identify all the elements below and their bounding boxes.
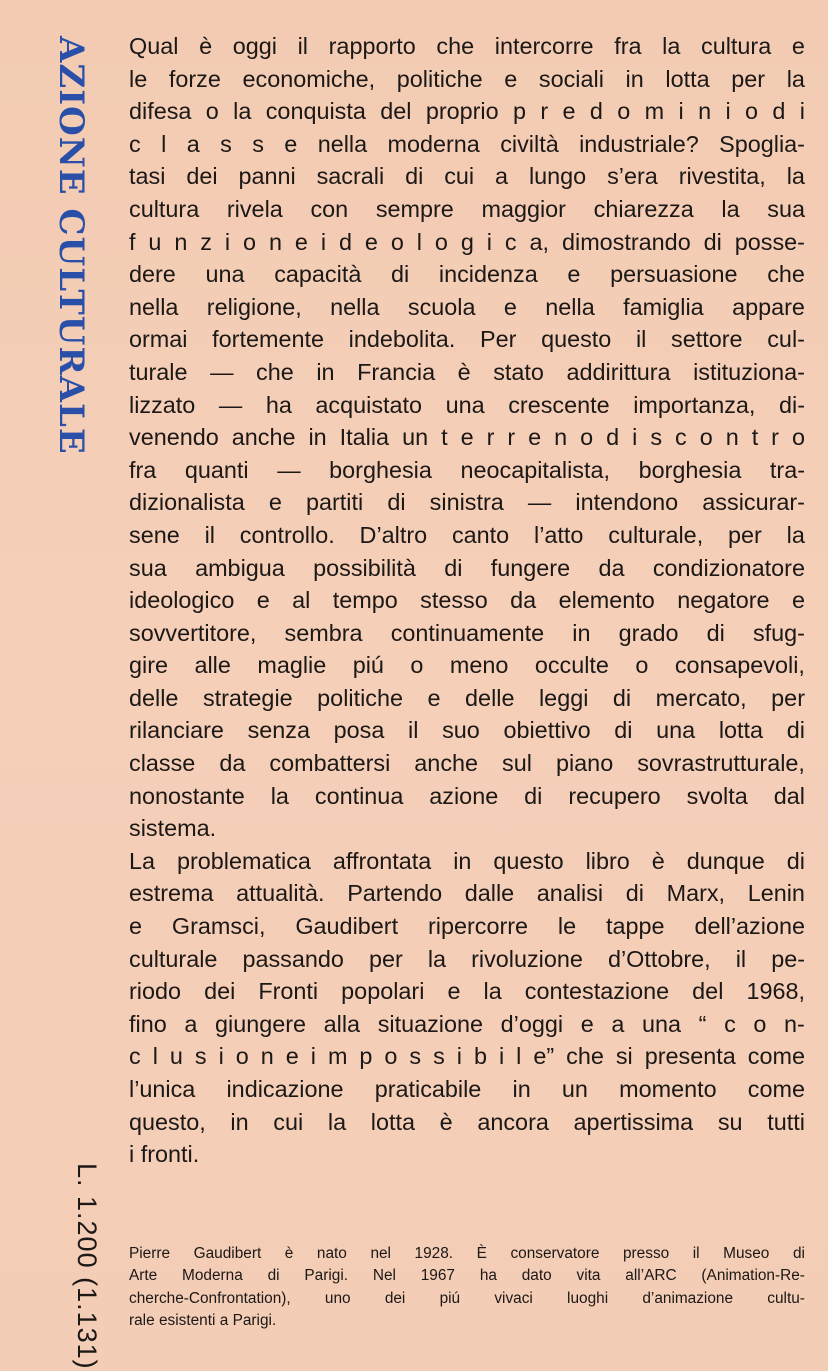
- text-line: ideologico e al tempo stesso da elemento negatore e: [129, 587, 805, 614]
- text-line: venendo anche in Italia un t e r r e n o d i s c o n t r o: [129, 424, 805, 451]
- blurb-text: [129, 30, 805, 1171]
- text-line: sistema.: [129, 815, 217, 842]
- text-line: ormai fortemente indebolita. Per questo il settore cul-: [129, 326, 805, 353]
- text-line: La problematica affrontata in questo libro è dunque di: [129, 847, 805, 874]
- price-label: L. 1.200 (1.131): [72, 1163, 102, 1370]
- text-line: Qual è oggi il rapporto che intercorre fra la cultura e: [129, 33, 805, 59]
- text-line: gire alle maglie piú o meno occulte o consapevoli,: [129, 652, 805, 679]
- text-line: rale esistenti a Parigi.: [129, 1311, 277, 1329]
- author-bio: [129, 1243, 805, 1332]
- text-line: estrema attualità. Partendo dalle analisi di Marx, Lenin: [129, 880, 805, 907]
- text-line: cultura rivela con sempre maggior chiarezza la sua: [129, 195, 805, 222]
- text-line: i fronti.: [129, 1141, 200, 1168]
- text-line: fra quanti — borghesia neocapitalista, borghesia tra-: [129, 456, 805, 483]
- text-line: turale — che in Francia è stato addirittura istituziona-: [129, 358, 805, 385]
- text-line: lizzato — ha acquistato una crescente importanza, di-: [129, 391, 805, 418]
- text-line: tasi dei panni sacrali di cui a lungo s’era rivestita, la: [129, 163, 805, 190]
- series-title: AZIONE CULTURALE: [51, 36, 91, 455]
- text-line: sovvertitore, sembra continuamente in grado di sfug-: [129, 619, 805, 646]
- text-line: nonostante la continua azione di recupero svolta dal: [129, 782, 805, 809]
- text-line: dizionalista e partiti di sinistra — intendono assicurar-: [129, 489, 805, 516]
- text-line: e Gramsci, Gaudibert ripercorre le tappe dell’azione: [129, 913, 805, 940]
- text-line: sua ambigua possibilità di fungere da condizionatore: [129, 554, 805, 581]
- text-line: f u n z i o n e i d e o l o g i c a, dimostrando di posse-: [129, 228, 805, 255]
- text-line: difesa o la conquista del proprio p r e d o m i n i o d i: [129, 98, 805, 125]
- text-line: dere una capacità di incidenza e persuasione che: [129, 261, 805, 288]
- text-line: cherche-Confrontation), uno dei piú vivaci luoghi d’animazione cultu-: [129, 1289, 805, 1307]
- text-line: culturale passando per la rivoluzione d’Ottobre, il pe-: [129, 945, 805, 972]
- text-line: questo, in cui la lotta è ancora apertissima su tutti: [129, 1108, 805, 1135]
- text-line: riodo dei Fronti popolari e la contestazione del 1968,: [129, 978, 805, 1005]
- text-line: sene il controllo. D’altro canto l’atto culturale, per la: [129, 521, 805, 548]
- text-line: fino a giungere alla situazione d’oggi e a una “ c o n-: [129, 1010, 805, 1037]
- text-line: le forze economiche, politiche e sociali in lotta per la: [129, 65, 805, 92]
- text-line: rilanciare senza posa il suo obiettivo di una lotta di: [129, 717, 805, 744]
- text-line: c l a s s e nella moderna civiltà industriale? Spoglia-: [129, 130, 805, 157]
- text-line: l’unica indicazione praticabile in un momento come: [129, 1076, 805, 1102]
- text-line: Pierre Gaudibert è nato nel 1928. È conservatore presso il Museo di: [129, 1245, 805, 1262]
- text-line: classe da combattersi anche sul piano sovrastrutturale,: [129, 750, 805, 777]
- text-line: delle strategie politiche e delle leggi di mercato, per: [129, 684, 805, 711]
- text-line: Arte Moderna di Parigi. Nel 1967 ha dato vita all’ARC (Animation-Re-: [129, 1267, 805, 1285]
- text-line: nella religione, nella scuola e nella famiglia appare: [129, 293, 805, 320]
- text-line: c l u s i o n e i m p o s s i b i l e” che si presenta come: [129, 1043, 805, 1070]
